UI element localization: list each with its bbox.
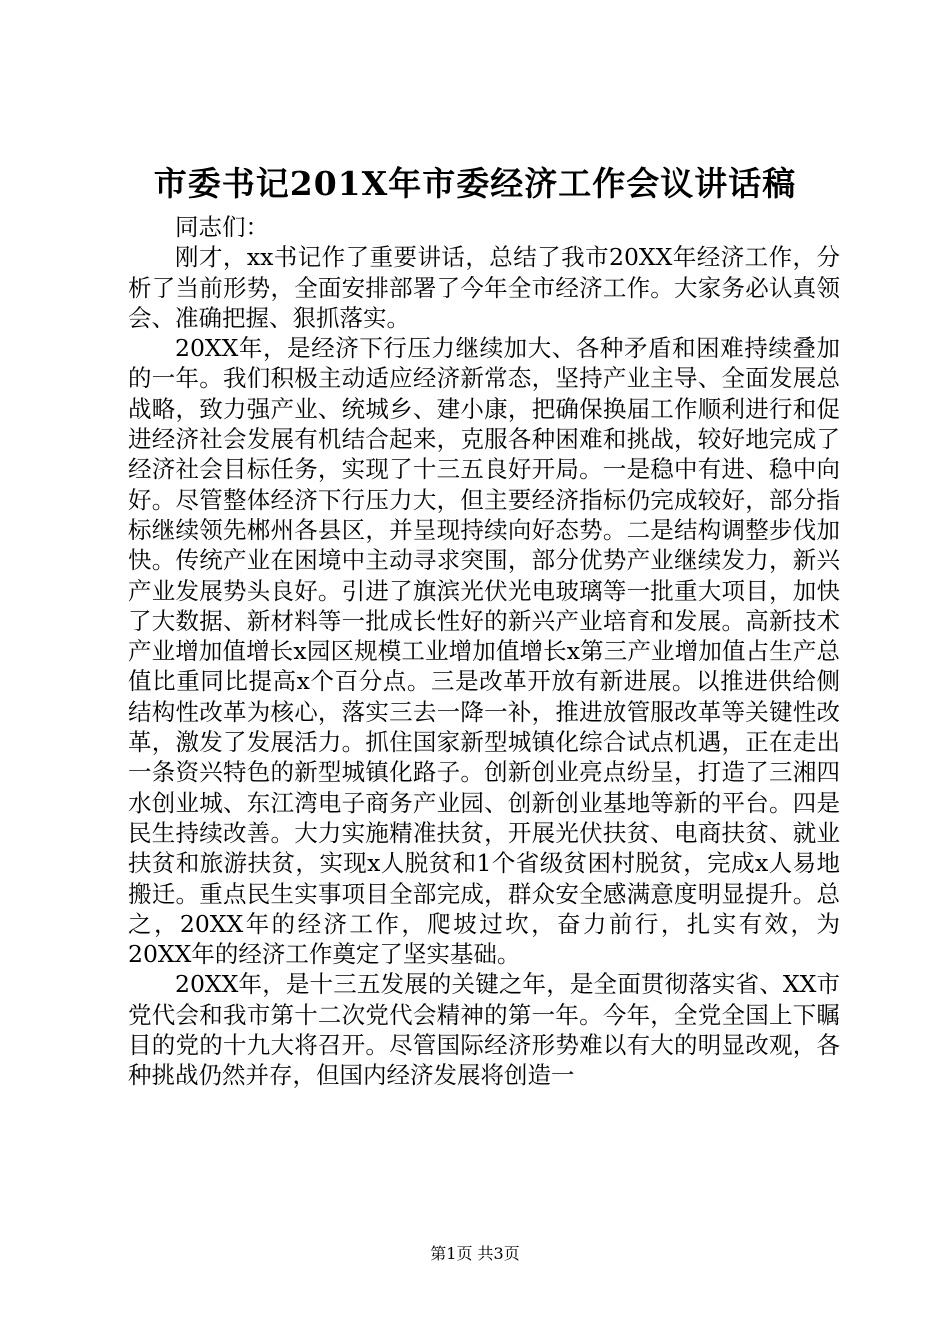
paragraph-2: 20XX年，是经济下行压力继续加大、各种矛盾和困难持续叠加的一年。我们积极主动适应经济新常态，坚持产业主导、全面发展总战略，致力强产业、统城乡、建小康，把确保换届工作顺利进行和促进经济社会发展有机结合起来，克服各种困难和挑战，较好地完成了经济社会目标任务，实现了十三五良好开局。一是稳中有进、稳中向好。尽管整体经济下行压力大，但主要经济指标仍完成较好，部分指标继续领先郴州各县区，并呈现持续向好态势。二是结构调整步伐加快。传统产业在困境中主动寻求突围，部分优势产业继续发力，新兴产业发展势头良好。引进了旗滨光伏光电玻璃等一批重大项目，加快了大数据、新材料等一批成长性好的新兴产业培育和发展。高新技术产业增加值增长x园区规模工业增加值增长x第三产业增加值占生产总值比重同比提高x个百分点。三是改革开放有新进展。以推进供给侧结构性改革为核心，落实三去一降一补，推进放管服改革等关键性改革，激发了发展活力。抓住国家新型城镇化综合试点机遇，正在走出一条资兴特色的新型城镇化路子。创新创业亮点纷呈，打造了三湘四水创业城、东江湾电子商务产业园、创新创业基地等新的平台。四是民生持续改善。大力实施精准扶贫，开展光伏扶贫、电商扶贫、就业扶贫和旅游扶贫，实现x人脱贫和1个省级贫困村脱贫，完成x人易地搬迁。重点民生实事项目全部完成，群众安全感满意度明显提升。总之，20XX年的经济工作，爬坡过坎，奋力前行，扎实有效，为20XX年的经济工作奠定了坚实基础。	[128, 334, 840, 969]
document-title: 市委书记201X年市委经济工作会议讲话稿	[153, 164, 797, 203]
greeting: 同志们：	[175, 213, 269, 241]
page-footer: 第1页 共3页	[430, 1244, 520, 1263]
paragraph-3: 20XX年，是十三五发展的关键之年，是全面贯彻落实省、XX市党代会和我市第十二次党代会精神的第一年。今年，全党全国上下瞩目的党的十九大将召开。尽管国际经济形势难以有大的明显改观，各种挑战仍然并存，但国内经济发展将创造一	[128, 970, 840, 1090]
document-body	[128, 212, 840, 1091]
paragraph-1: 刚才，xx书记作了重要讲话，总结了我市20XX年经济工作，分析了当前形势，全面安排部署了今年全市经济工作。大家务必认真领会、准确把握、狠抓落实。	[128, 243, 840, 332]
